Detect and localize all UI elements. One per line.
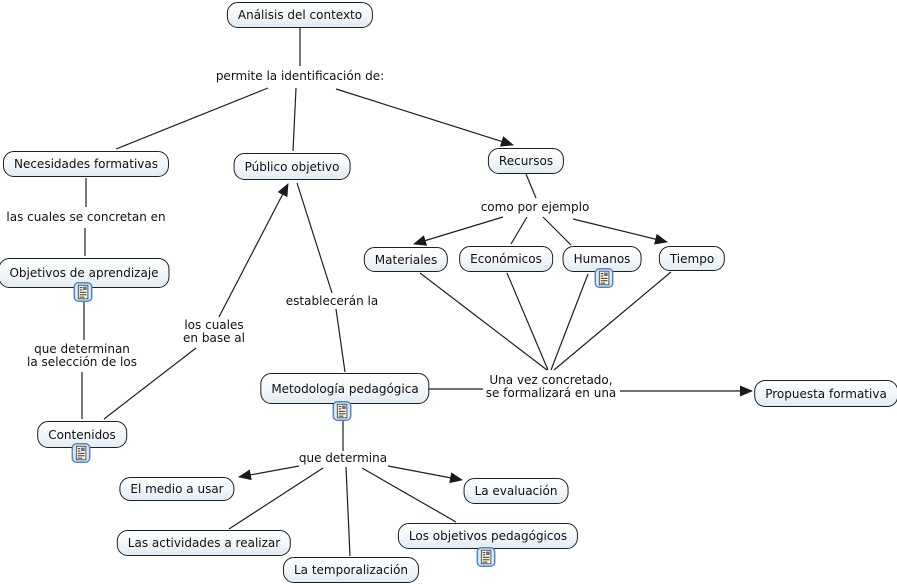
edge-permite-to-recursos-arrow [336, 89, 513, 145]
node-economicos[interactable]: Económicos [459, 246, 553, 272]
linking-phrase-una-vez[interactable] [484, 374, 619, 400]
edge-humanos-to-una-vez [551, 274, 588, 370]
linking-phrase-que-determinan[interactable] [25, 343, 139, 369]
edge-que-determina-to-temporalizacion [346, 467, 350, 556]
document-icon [595, 268, 614, 288]
phrase-line: los cuales [184, 318, 244, 332]
node-las-actividades-a-realizar[interactable]: Las actividades a realizar [117, 530, 291, 556]
edge-como-to-tiempo-arrow [573, 219, 667, 242]
document-icon [477, 547, 496, 567]
edge-que-determina-to-actividades [229, 468, 323, 529]
node-contenidos[interactable]: Contenidos [37, 421, 127, 448]
node-la-temporalizacion[interactable]: La temporalización [283, 557, 419, 583]
phrase-line: que determinan [34, 342, 130, 356]
document-icon [74, 282, 93, 302]
node-objetivos-de-aprendizaje[interactable]: Objetivos de aprendizaje [0, 258, 170, 288]
attached-resource-icon-objetivos-aprendizaje[interactable] [74, 282, 93, 302]
edge-los-cuales-to-publico-arrow [219, 184, 288, 317]
edge-que-determina-to-evaluacion-arrow [388, 466, 462, 480]
edge-permite-to-publico [293, 88, 296, 151]
node-publico-objetivo[interactable]: Público objetivo [234, 153, 351, 180]
edge-como-to-humanos [543, 217, 571, 245]
edge-estableceran-to-metodologia [336, 309, 345, 372]
attached-resource-icon-metodologia[interactable] [333, 401, 352, 421]
node-tiempo[interactable]: Tiempo [659, 246, 725, 271]
edge-que-determina-to-medio-arrow [239, 466, 299, 477]
node-la-evaluacion[interactable]: La evaluación [464, 478, 569, 504]
phrase-line: Una vez concretado, [489, 373, 613, 387]
node-propuesta-formativa[interactable]: Propuesta formativa [754, 380, 897, 407]
edge-como-to-economicos [511, 217, 527, 244]
node-materiales[interactable]: Materiales [364, 247, 448, 272]
linking-phrase-concretan[interactable]: las cuales se concretan en [6, 210, 166, 224]
phrase-line: en base al [183, 331, 245, 345]
linking-phrase-los-cuales[interactable] [181, 319, 247, 345]
edge-permite-to-necesidades [116, 88, 268, 149]
document-icon [333, 401, 352, 421]
node-el-medio-a-usar[interactable]: El medio a usar [119, 477, 234, 501]
linking-phrase-estableceran[interactable]: establecerán la [285, 294, 379, 308]
attached-resource-icon-humanos[interactable] [595, 268, 614, 288]
edge-publico-to-estableceran [297, 183, 332, 293]
node-recursos[interactable]: Recursos [488, 148, 564, 174]
linking-phrase-que-determina[interactable]: que determina [298, 451, 388, 465]
edge-como-to-materiales-arrow [414, 217, 503, 244]
linking-phrase-permite[interactable]: permite la identificación de: [215, 69, 385, 83]
attached-resource-icon-objetivos-pedagogicos[interactable] [477, 547, 496, 567]
phrase-line: se formalizará en una [485, 386, 617, 400]
phrase-line: la selección de los [27, 355, 137, 369]
node-humanos[interactable]: Humanos [563, 246, 642, 272]
linking-phrase-como-por-ejemplo[interactable]: como por ejemplo [480, 200, 590, 214]
node-metodologia-pedagogica[interactable]: Metodología pedagógica [260, 373, 429, 404]
attached-resource-icon-contenidos[interactable] [72, 443, 91, 463]
edge-recursos-to-como-por-ejemplo [526, 174, 536, 198]
node-analisis-del-contexto[interactable]: Análisis del contexto [227, 2, 373, 28]
document-icon [72, 443, 91, 463]
node-necesidades-formativas[interactable]: Necesidades formativas [3, 151, 169, 177]
node-los-objetivos-pedagogicos[interactable]: Los objetivos pedagógicos [398, 523, 578, 549]
